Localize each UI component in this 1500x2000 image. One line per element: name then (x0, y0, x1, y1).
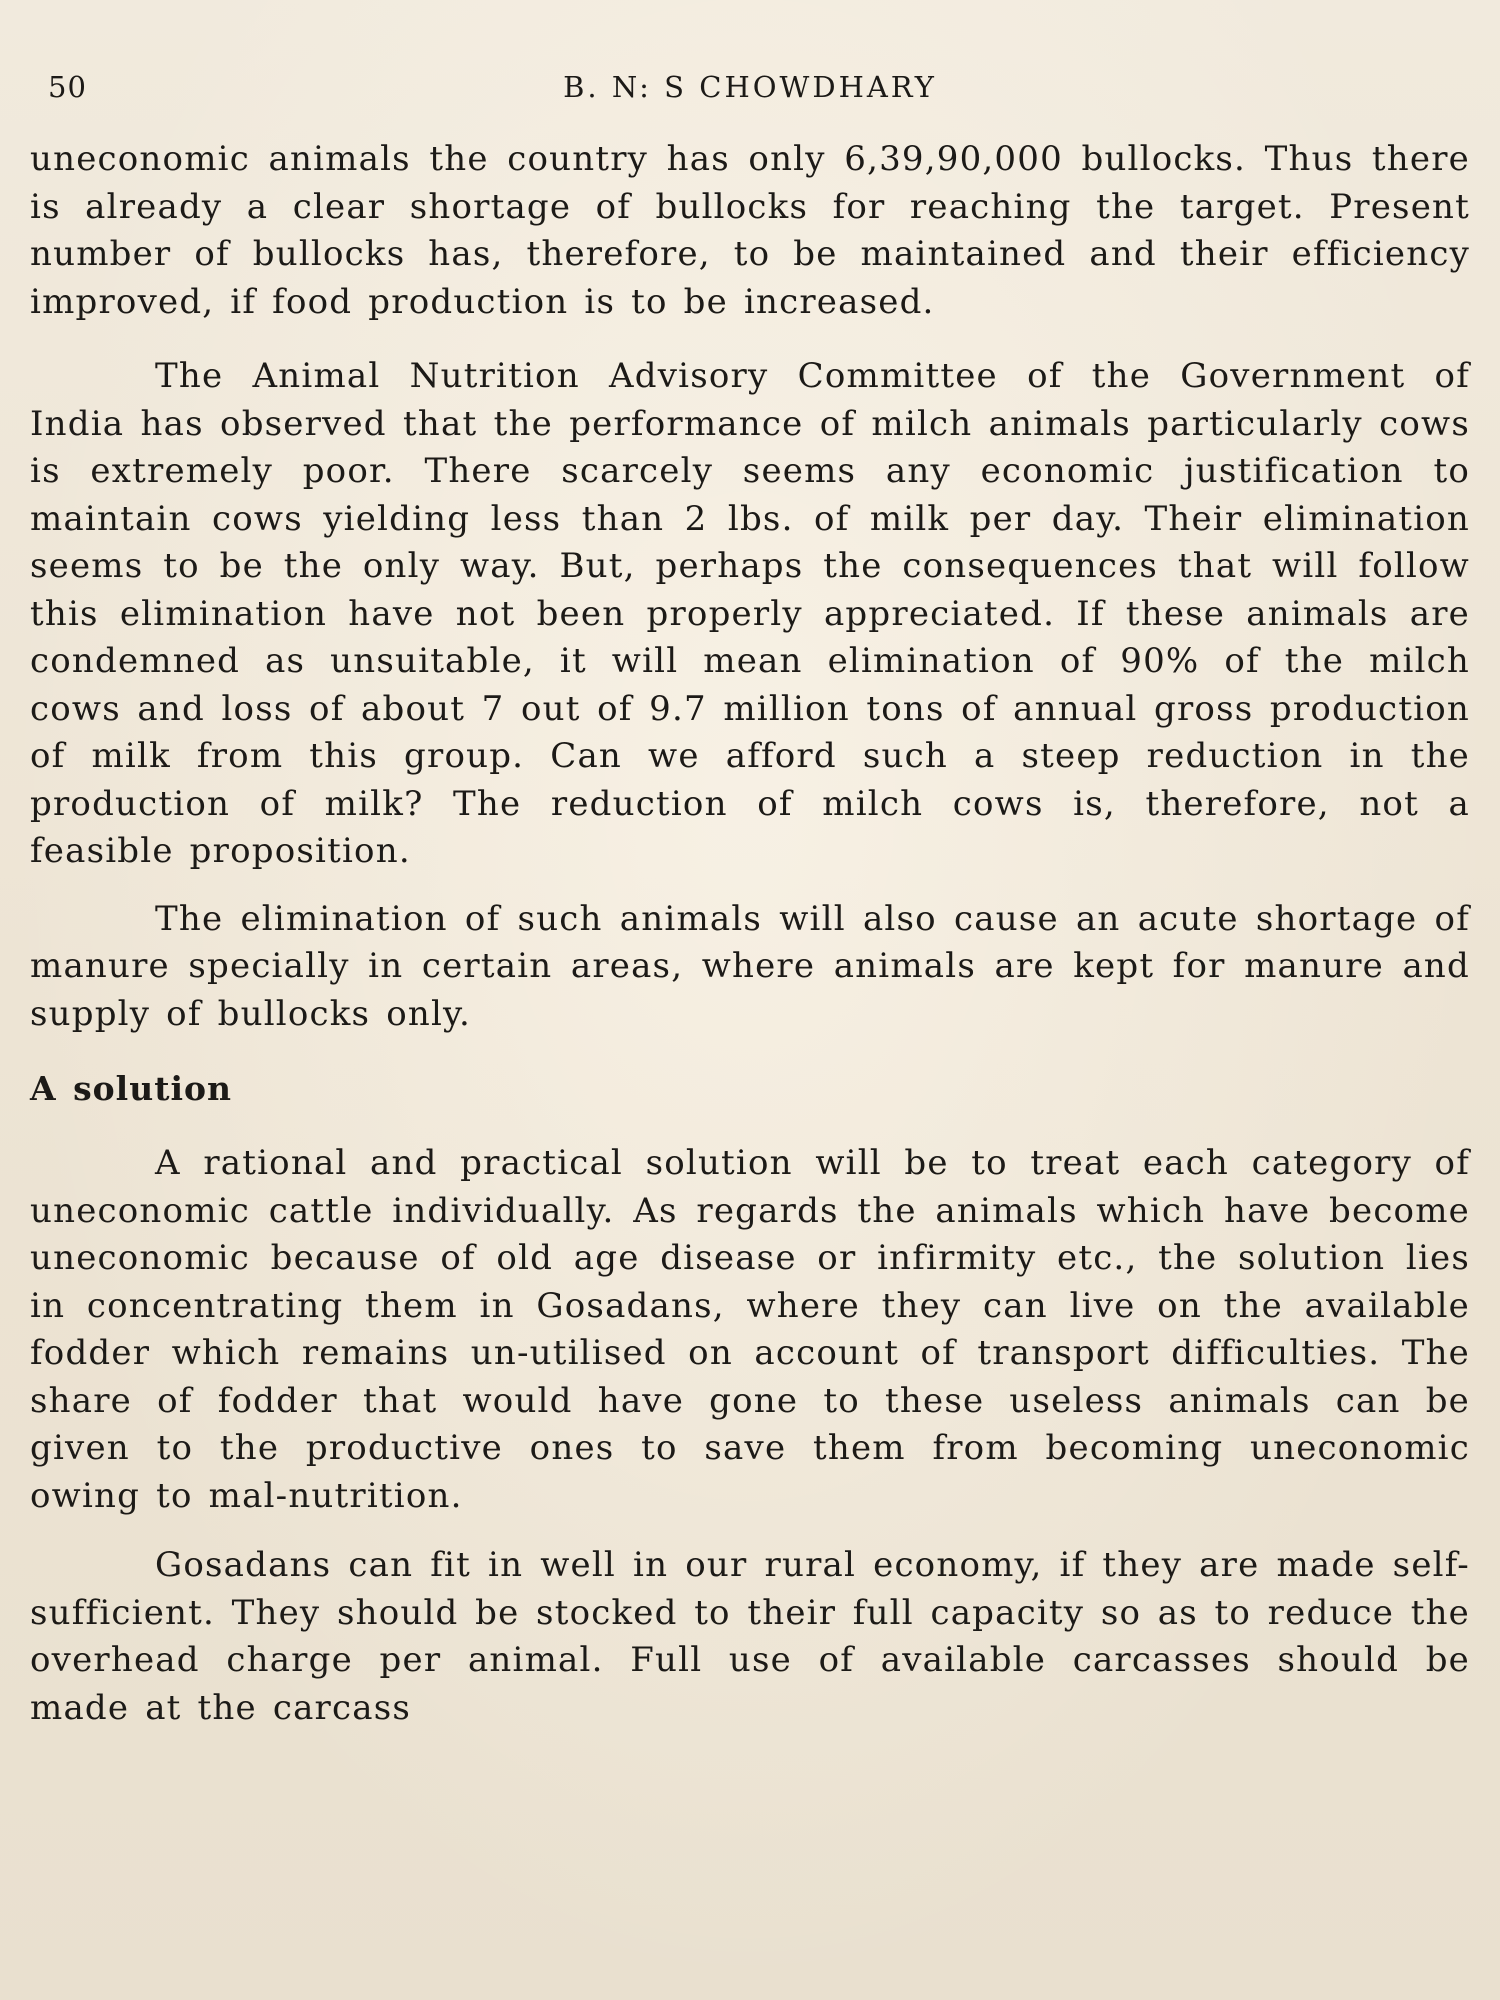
page-body (30, 136, 1470, 1732)
paragraph-manure-shortage: The elimination of such animals will also cause an acute shortage of manure specially in certain areas, where animals are kept for manure and supply of bullocks only. (30, 898, 1470, 1034)
section-heading: A solution (30, 1069, 232, 1108)
paragraph-continued: uneconomic animals the country has only 6,39,90,000 bullocks. Thus there is already a clear shortage of bullocks for reaching the target. Present number of bullocks has, therefore, to be maintained and their efficiency improved, if food production is to be increased. (30, 139, 1470, 322)
page-header (40, 70, 1460, 110)
paragraph-rational-solution: A rational and practical solution will be to treat each category of uneconomic cattle individually. As regards the animals which have become uneconomic because of old age disease or infirmity etc., the solution lies in concentrating them in Gosadans, where they can live on the available fodder which remains un-utilised on account of transport difficulties. The share of fodder that would have gone to these useless animals can be given to the productive ones to save them from becoming uneconomic owing to mal-nutrition. (30, 1143, 1470, 1516)
paragraph-gosadans: Gosadans can fit in well in our rural economy, if they are made self-sufficient. They should be stocked to their full capacity so as to reduce the overhead charge per animal. Full use of available carcasses should be made at the carcass (30, 1545, 1470, 1728)
page-number: 50 (48, 70, 87, 104)
running-head-author: B. N: S CHOWDHARY (563, 70, 937, 104)
paragraph-nutrition-committee: The Animal Nutrition Advisory Committee of the Government of India has observed that the performance of milch animals particularly cows is extremely poor. There scarcely seems any economic justification to maintain cows yielding less than 2 lbs. of milk per day. Their elimination seems to be the only way. But, perhaps the consequences that will follow this elimination have not been properly appreciated. If these animals are condemned as unsuitable, it will mean elimination of 90% of the milch cows and loss of about 7 out of 9.7 million tons of annual gross production of milk from this group. Can we afford such a steep reduction in the production of milk? The reduction of milch cows is, therefore, not a feasible proposition. (30, 356, 1470, 871)
